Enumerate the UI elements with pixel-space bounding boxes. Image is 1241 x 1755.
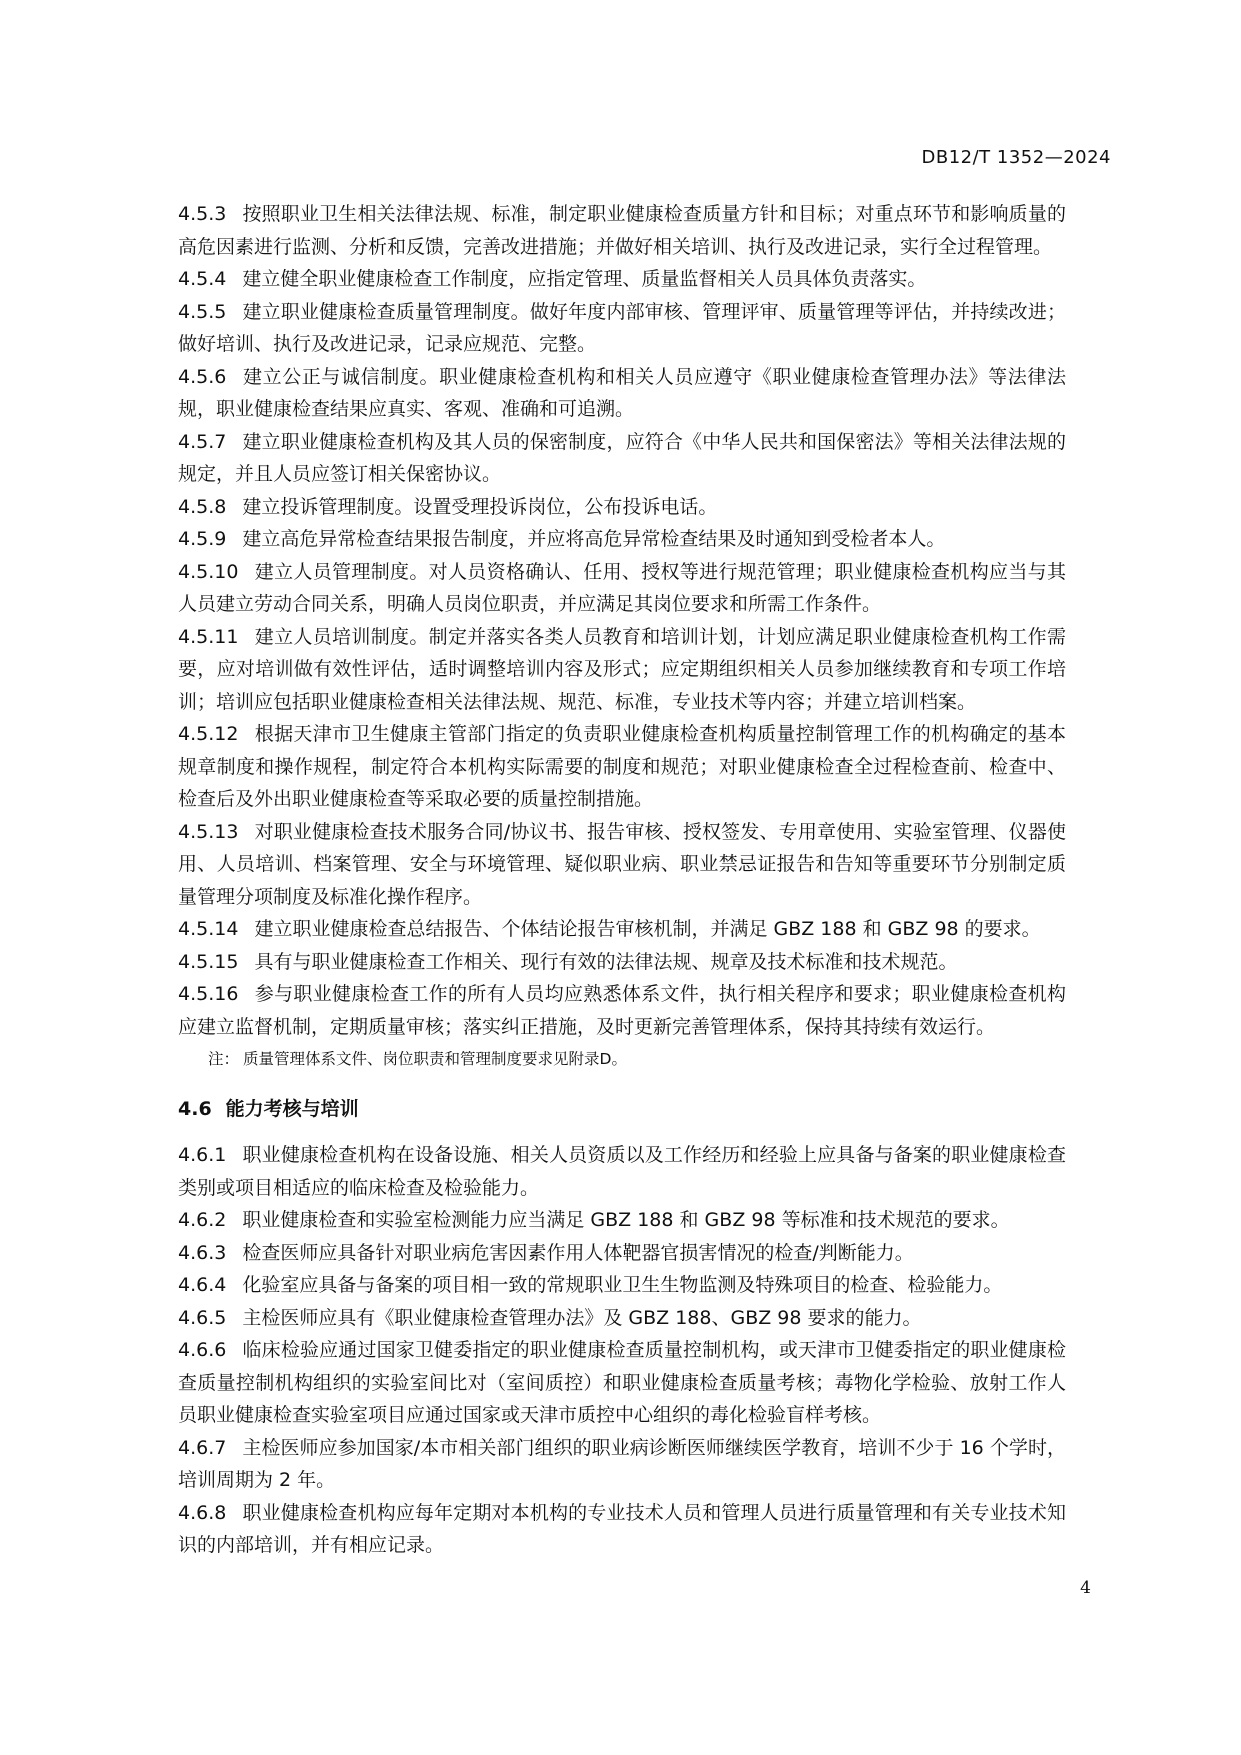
clause-number: 4.5.10 xyxy=(178,560,239,583)
clause-number: 4.5.8 xyxy=(178,495,227,518)
clause-number: 4.6.8 xyxy=(178,1501,227,1524)
section-title: 能力考核与培训 xyxy=(225,1098,359,1120)
clause xyxy=(178,816,1066,914)
clause-text: 按照职业卫生相关法律法规、标准，制定职业健康检查质量方针和目标；对重点环节和影响质量的高危因素进行监测、分析和反馈，完善改进措施；并做好相关培训、执行及改进记录，实行全过程管理。 xyxy=(178,203,1066,258)
clause xyxy=(178,621,1066,719)
clause-number: 4.5.3 xyxy=(178,203,227,225)
clause xyxy=(178,1302,1066,1335)
clause-text: 建立投诉管理制度。设置受理投诉岗位，公布投诉电话。 xyxy=(242,495,718,518)
clauses-4-5 xyxy=(178,198,1066,1043)
clause-text: 职业健康检查机构在设备设施、相关人员资质以及工作经历和经验上应具备与备案的职业健康检查类别或项目相适应的临床检查及检验能力。 xyxy=(178,1144,1066,1199)
clause-number: 4.6.4 xyxy=(178,1274,227,1296)
clause-text: 对职业健康检查技术服务合同/协议书、报告审核、授权签发、专用章使用、实验室管理、仪器使用、人员培训、档案管理、安全与环境管理、疑似职业病、职业禁忌证报告和告知等重要环节分别制定质量管理分项制度及标准化操作程序。 xyxy=(178,820,1066,908)
clause-text: 职业健康检查机构应每年定期对本机构的专业技术人员和管理人员进行质量管理和有关专业技术知识的内部培训，并有相应记录。 xyxy=(178,1501,1066,1556)
clause xyxy=(178,1237,1066,1270)
clause-number: 4.5.16 xyxy=(178,983,239,1005)
clause-number: 4.5.13 xyxy=(178,820,239,843)
clause xyxy=(178,1139,1066,1204)
clause-number: 4.5.4 xyxy=(178,268,227,290)
clause-text: 职业健康检查和实验室检测能力应当满足 GBZ 188 和 GBZ 98 等标准和技术规范的要求。 xyxy=(242,1209,1010,1231)
clause-number: 4.5.12 xyxy=(178,723,239,745)
clause-number: 4.6.7 xyxy=(178,1436,227,1459)
note-label: 注： xyxy=(208,1050,240,1068)
clause xyxy=(178,556,1066,621)
clause xyxy=(178,718,1066,816)
clause-number: 4.5.9 xyxy=(178,528,227,550)
clause-text: 检查医师应具备针对职业病危害因素作用人体靶器官损害情况的检查/判断能力。 xyxy=(242,1241,914,1264)
clause-number: 4.6.2 xyxy=(178,1209,227,1231)
clause-number: 4.5.15 xyxy=(178,950,239,973)
clause xyxy=(178,523,1066,556)
clause xyxy=(178,913,1066,946)
clause xyxy=(178,946,1066,979)
clause xyxy=(178,1269,1066,1302)
clause-text: 参与职业健康检查工作的所有人员均应熟悉体系文件，执行相关程序和要求；职业健康检查机构应建立监督机制，定期质量审核；落实纠正措施，及时更新完善管理体系，保持其持续有效运行。 xyxy=(178,983,1066,1038)
clause-text: 建立人员管理制度。对人员资格确认、任用、授权等进行规范管理；职业健康检查机构应当与其人员建立劳动合同关系，明确人员岗位职责，并应满足其岗位要求和所需工作条件。 xyxy=(178,560,1066,615)
clause xyxy=(178,361,1066,426)
clause xyxy=(178,296,1066,361)
clause-number: 4.5.11 xyxy=(178,625,239,648)
clause-text: 建立人员培训制度。制定并落实各类人员教育和培训计划，计划应满足职业健康检查机构工作需要，应对培训做有效性评估，适时调整培训内容及形式；应定期组织相关人员参加继续教育和专项工作培训；培训应包括职业健康检查相关法律法规、规范、标准，专业技术等内容；并建立培训档案。 xyxy=(178,625,1066,713)
section-heading xyxy=(178,1093,1066,1125)
clause xyxy=(178,1334,1066,1432)
clause-number: 4.6.3 xyxy=(178,1241,227,1264)
clause-text: 临床检验应通过国家卫健委指定的职业健康检查质量控制机构，或天津市卫健委指定的职业健康检查质量控制机构组织的实验室间比对（室间质控）和职业健康检查质量考核；毒物化学检验、放射工作人员职业健康检查实验室项目应通过国家或天津市质控中心组织的毒化检验盲样考核。 xyxy=(178,1339,1066,1426)
clause-text: 建立职业健康检查总结报告、个体结论报告审核机制，并满足 GBZ 188 和 GBZ 98 的要求。 xyxy=(254,918,1041,940)
page-content xyxy=(178,198,1066,1562)
document-code: DB12/T 1352—2024 xyxy=(921,147,1111,168)
clause xyxy=(178,1204,1066,1237)
clause-text: 建立公正与诚信制度。职业健康检查机构和相关人员应遵守《职业健康检查管理办法》等法律法规，职业健康检查结果应真实、客观、准确和可追溯。 xyxy=(178,365,1066,420)
clause-number: 4.5.6 xyxy=(178,365,227,388)
clause xyxy=(178,1432,1066,1497)
clause xyxy=(178,491,1066,524)
clause-text: 根据天津市卫生健康主管部门指定的负责职业健康检查机构质量控制管理工作的机构确定的基本规章制度和操作规程，制定符合本机构实际需要的制度和规范；对职业健康检查全过程检查前、检查中、检查后及外出职业健康检查等采取必要的质量控制措施。 xyxy=(178,723,1066,810)
clause xyxy=(178,1497,1066,1562)
clauses-4-6 xyxy=(178,1139,1066,1562)
note-text: 质量管理体系文件、岗位职责和管理制度要求见附录D。 xyxy=(243,1050,627,1068)
clause xyxy=(178,263,1066,296)
clause-number: 4.6.6 xyxy=(178,1339,227,1361)
page-number: 4 xyxy=(1080,1578,1091,1598)
clause-text: 建立高危异常检查结果报告制度，并应将高危异常检查结果及时通知到受检者本人。 xyxy=(242,528,946,550)
clause-text: 具有与职业健康检查工作相关、现行有效的法律法规、规章及技术标准和技术规范。 xyxy=(254,950,958,973)
clause xyxy=(178,426,1066,491)
clause-number: 4.6.1 xyxy=(178,1144,227,1166)
clause-number: 4.5.7 xyxy=(178,430,227,453)
clause-text: 建立职业健康检查质量管理制度。做好年度内部审核、管理评审、质量管理等评估，并持续改进；做好培训、执行及改进记录，记录应规范、完整。 xyxy=(178,300,1066,355)
clause-number: 4.5.5 xyxy=(178,300,227,323)
clause xyxy=(178,978,1066,1043)
note xyxy=(178,1045,1066,1073)
clause-number: 4.5.14 xyxy=(178,918,239,940)
section-number: 4.6 xyxy=(178,1098,212,1120)
clause-text: 主检医师应参加国家/本市相关部门组织的职业病诊断医师继续医学教育，培训不少于 16 个学时，培训周期为 2 年。 xyxy=(178,1436,1066,1491)
clause-number: 4.6.5 xyxy=(178,1306,227,1329)
clause xyxy=(178,198,1066,263)
clause-text: 建立健全职业健康检查工作制度，应指定管理、质量监督相关人员具体负责落实。 xyxy=(242,268,927,290)
clause-text: 化验室应具备与备案的项目相一致的常规职业卫生生物监测及特殊项目的检查、检验能力。 xyxy=(242,1274,1003,1296)
clause-text: 主检医师应具有《职业健康检查管理办法》及 GBZ 188、GBZ 98 要求的能力。 xyxy=(242,1306,922,1329)
clause-text: 建立职业健康检查机构及其人员的保密制度，应符合《中华人民共和国保密法》等相关法律法规的规定，并且人员应签订相关保密协议。 xyxy=(178,430,1066,485)
